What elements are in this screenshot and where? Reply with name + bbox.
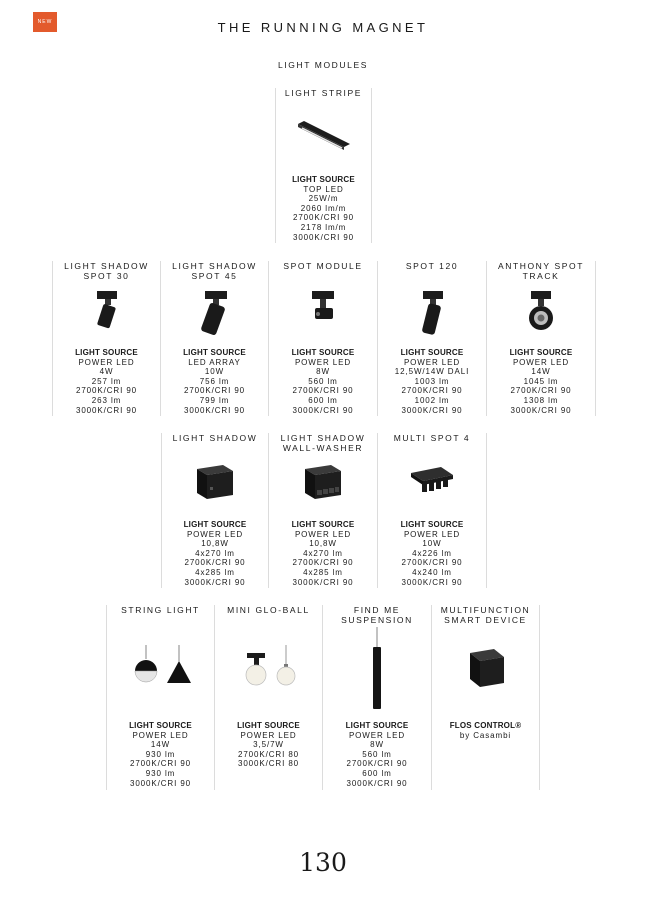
spec-block <box>107 721 214 788</box>
spec-line: 2178 lm/m <box>300 222 347 232</box>
spot-45-icon <box>161 288 268 338</box>
spec-line: POWER LED <box>403 529 461 539</box>
spec-block <box>215 721 322 769</box>
spec-line: 3000K/CRI 90 <box>346 778 408 788</box>
spec-line: 4x270 lm <box>195 548 235 558</box>
spec-line: 2700K/CRI 90 <box>183 386 246 396</box>
spec-line: 10W <box>204 367 225 377</box>
spec-line: 2700K/CRI 90 <box>346 759 408 769</box>
spec-line: 3000K/CRI 90 <box>183 405 246 415</box>
spec-line: TOP LED <box>303 184 344 194</box>
spec-title: LIGHT SOURCE <box>400 348 464 357</box>
string-light-icon <box>107 645 214 695</box>
spec-line: 3000K/CRI 90 <box>184 577 246 587</box>
spec-title: LIGHT SOURCE <box>509 348 573 357</box>
spec-line: 600 lm <box>362 768 392 778</box>
product-name: MINI GLO-BALL <box>227 605 310 615</box>
spec-line: 12,5W/14W DALI <box>394 367 470 377</box>
spec-line: 3000K/CRI 90 <box>75 405 138 415</box>
spec-line: 3000K/CRI 90 <box>401 405 463 415</box>
wall-washer-icon <box>269 463 377 503</box>
spec-line: 2700K/CRI 90 <box>184 558 246 568</box>
spec-line: 930 lm <box>145 749 176 759</box>
spec-block <box>269 520 377 587</box>
spec-title: LIGHT SOURCE <box>183 348 246 357</box>
spec-line: POWER LED <box>186 529 244 539</box>
find-me-suspension-icon <box>323 627 431 712</box>
product-light-shadow <box>161 433 269 588</box>
spec-line: 3000K/CRI 90 <box>292 232 355 242</box>
spec-line: POWER LED <box>132 730 189 740</box>
spec-line: 2700K/CRI 90 <box>129 759 192 769</box>
product-spot-module <box>269 261 378 416</box>
product-anthony-spot-track <box>487 261 596 416</box>
spec-line: 4x285 lm <box>195 567 235 577</box>
product-name: LIGHT STRIPE <box>284 88 363 98</box>
product-multi-spot-4 <box>378 433 487 588</box>
spec-line: 560 lm <box>308 376 338 386</box>
spec-line: LED ARRAY <box>188 357 241 367</box>
spec-line: POWER LED <box>240 730 297 740</box>
spec-line: 4x285 lm <box>303 567 343 577</box>
product-spot-120 <box>378 261 487 416</box>
section-heading: LIGHT MODULES <box>277 60 369 70</box>
product-light-stripe <box>275 88 372 243</box>
spec-title: LIGHT SOURCE <box>237 721 300 730</box>
spec-line: 14W <box>150 740 171 750</box>
product-multifunction-smart-device <box>432 605 540 790</box>
spec-line: POWER LED <box>78 357 135 367</box>
spec-line: 4x270 lm <box>303 548 343 558</box>
spec-line: 4x240 lm <box>412 567 452 577</box>
spec-line: by Casambi <box>459 730 512 740</box>
spec-line: 2700K/CRI 90 <box>401 558 463 568</box>
product-find-me-suspension <box>323 605 432 790</box>
page-title: THE RUNNING MAGNET <box>217 20 429 35</box>
product-string-light <box>106 605 215 790</box>
spec-title: LIGHT SOURCE <box>129 721 192 730</box>
spec-line: 2700K/CRI 90 <box>401 386 463 396</box>
spec-line: 3000K/CRI 90 <box>292 405 354 415</box>
spec-line: 8W <box>316 367 330 377</box>
spec-line: 10W <box>422 539 442 549</box>
spec-line: 1003 lm <box>414 376 450 386</box>
spec-line: 10,8W <box>201 539 229 549</box>
spec-line: 2700K/CRI 90 <box>292 386 354 396</box>
spec-line: POWER LED <box>348 730 406 740</box>
spec-block <box>162 520 268 587</box>
spec-title: LIGHT SOURCE <box>292 175 355 184</box>
spec-title: LIGHT SOURCE <box>291 520 355 529</box>
spec-line: 560 lm <box>362 749 392 759</box>
spot-module-icon <box>269 288 377 328</box>
spec-title: LIGHT SOURCE <box>75 348 138 357</box>
spec-line: 1002 lm <box>414 395 450 405</box>
spec-block <box>276 175 371 242</box>
spec-line: 2700K/CRI 90 <box>292 558 354 568</box>
spec-line: 3000K/CRI 90 <box>510 405 572 415</box>
spec-line: POWER LED <box>294 529 352 539</box>
spec-line: 600 lm <box>308 395 338 405</box>
spec-title: LIGHT SOURCE <box>345 721 409 730</box>
spec-line: 14W <box>531 367 551 377</box>
product-light-shadow-wall-washer <box>269 433 378 588</box>
spec-block <box>487 348 595 415</box>
product-name: LIGHT SHADOW SPOT 45 <box>172 261 257 281</box>
spec-block <box>378 520 486 587</box>
spec-line: 799 lm <box>199 395 230 405</box>
spec-line: POWER LED <box>512 357 570 367</box>
product-name: MULTIFUNCTION SMART DEVICE <box>440 605 531 625</box>
spec-line: 4W <box>99 367 114 377</box>
spec-line: 930 lm <box>145 768 176 778</box>
spec-block <box>432 721 539 740</box>
product-name: FIND ME SUSPENSION <box>341 605 413 625</box>
product-name: LIGHT SHADOW SPOT 30 <box>64 261 149 281</box>
spec-line: 10,8W <box>309 539 337 549</box>
anthony-spot-icon <box>487 288 595 332</box>
spec-block <box>323 721 431 788</box>
spec-line: 25W/m <box>308 194 339 204</box>
spot-30-icon <box>53 288 160 332</box>
product-name: SPOT MODULE <box>283 261 363 271</box>
product-name: LIGHT SHADOW <box>172 433 258 443</box>
product-name: STRING LIGHT <box>121 605 200 615</box>
spec-title: LIGHT SOURCE <box>183 520 247 529</box>
spec-line: 3000K/CRI 90 <box>292 577 354 587</box>
mini-glo-ball-icon <box>215 645 322 695</box>
light-shadow-icon <box>162 463 268 503</box>
spec-line: 2700K/CRI 80 <box>237 749 300 759</box>
spec-line: 2700K/CRI 90 <box>75 386 138 396</box>
spec-line: 3000K/CRI 90 <box>129 778 192 788</box>
spec-line: 1045 lm <box>523 376 559 386</box>
spec-block <box>53 348 160 415</box>
product-name: LIGHT SHADOW WALL-WASHER <box>280 433 366 453</box>
spec-block <box>161 348 268 415</box>
spec-line: 3000K/CRI 90 <box>401 577 463 587</box>
page-number: 130 <box>299 848 347 877</box>
spec-line: 4x226 lm <box>412 548 452 558</box>
spec-line: 8W <box>370 740 384 750</box>
spec-line: 1308 lm <box>523 395 559 405</box>
spec-line: POWER LED <box>403 357 461 367</box>
product-name: ANTHONY SPOT TRACK <box>497 261 585 281</box>
spec-title: FLOS CONTROL® <box>449 721 522 730</box>
spot-120-icon <box>378 288 486 336</box>
spec-line: 2700K/CRI 90 <box>292 213 355 223</box>
spec-line: 2060 lm/m <box>300 203 347 213</box>
spec-title: LIGHT SOURCE <box>291 348 355 357</box>
product-name: MULTI SPOT 4 <box>393 433 471 443</box>
spec-title: LIGHT SOURCE <box>400 520 464 529</box>
multi-spot-icon <box>378 463 486 497</box>
product-mini-glo-ball <box>215 605 323 790</box>
spec-line: 263 lm <box>91 395 122 405</box>
spec-line: POWER LED <box>294 357 352 367</box>
spec-line: 756 lm <box>199 376 230 386</box>
spec-line: 3,5/7W <box>253 740 284 750</box>
spec-block <box>269 348 377 415</box>
spec-line: 257 lm <box>91 376 122 386</box>
spec-block <box>378 348 486 415</box>
new-badge: NEW <box>33 12 57 32</box>
spec-line: 3000K/CRI 80 <box>237 759 300 769</box>
product-light-shadow-spot-45 <box>161 261 269 416</box>
spec-line: 2700K/CRI 90 <box>510 386 572 396</box>
product-name: SPOT 120 <box>405 261 459 271</box>
smart-device-icon <box>432 645 539 691</box>
light-stripe-icon <box>276 116 371 152</box>
product-light-shadow-spot-30 <box>52 261 161 416</box>
